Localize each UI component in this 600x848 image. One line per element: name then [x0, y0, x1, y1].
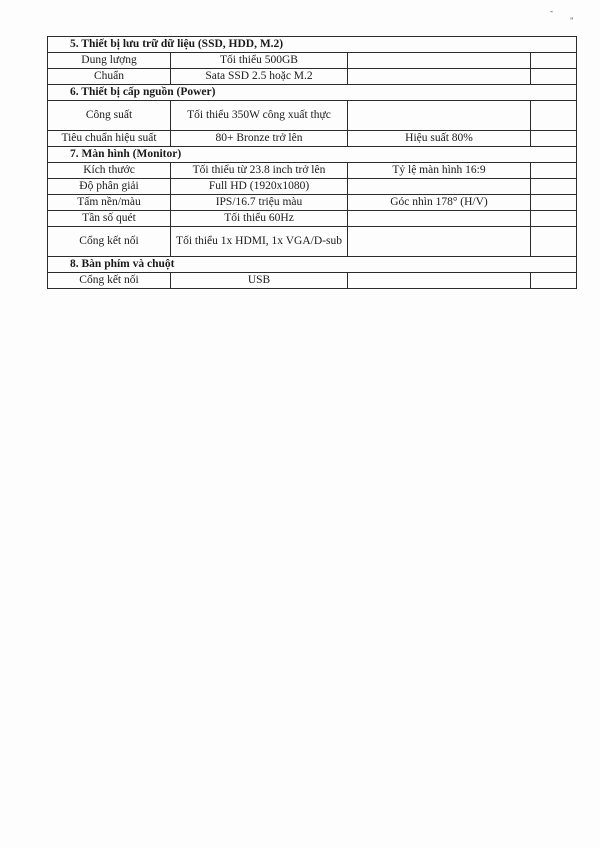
spec-value: IPS/16.7 triệu màu	[171, 195, 348, 211]
spec-extra	[531, 211, 577, 227]
section-header-row	[48, 147, 577, 163]
spec-value: Sata SSD 2.5 hoặc M.2	[171, 69, 348, 85]
spec-label: Tần số quét	[48, 211, 171, 227]
table-row	[48, 101, 577, 131]
table-row	[48, 53, 577, 69]
spec-label: Độ phân giải	[48, 179, 171, 195]
spec-note	[348, 69, 531, 85]
table-row	[48, 227, 577, 257]
spec-label: Chuẩn	[48, 69, 171, 85]
spec-label: Cổng kết nối	[48, 273, 171, 289]
table-row	[48, 179, 577, 195]
table-row	[48, 273, 577, 289]
spec-extra	[531, 101, 577, 131]
spec-extra	[531, 273, 577, 289]
spec-label: Kích thước	[48, 163, 171, 179]
section-header-row	[48, 257, 577, 273]
spec-value: Full HD (1920x1080)	[171, 179, 348, 195]
spec-note: Hiệu suất 80%	[348, 131, 531, 147]
spec-note: Góc nhìn 178° (H/V)	[348, 195, 531, 211]
table-row	[48, 163, 577, 179]
spec-note	[348, 53, 531, 69]
spec-label: Tấm nền/màu	[48, 195, 171, 211]
spec-note	[348, 179, 531, 195]
spec-value: Tối thiểu 60Hz	[171, 211, 348, 227]
spec-label: Dung lượng	[48, 53, 171, 69]
spec-value: USB	[171, 273, 348, 289]
spec-note	[348, 211, 531, 227]
spec-label: Công suất	[48, 101, 171, 131]
spec-note: Tỷ lệ màn hình 16:9	[348, 163, 531, 179]
spec-value: Tối thiểu từ 23.8 inch trở lên	[171, 163, 348, 179]
section-header-row	[48, 37, 577, 53]
section-title: 6. Thiết bị cấp nguồn (Power)	[48, 85, 577, 101]
spec-table	[47, 36, 577, 289]
table-row	[48, 69, 577, 85]
spec-extra	[531, 179, 577, 195]
spec-extra	[531, 195, 577, 211]
spec-value: Tối thiểu 350W công xuất thực	[171, 101, 348, 131]
section-title: 7. Màn hình (Monitor)	[48, 147, 577, 163]
section-title: 8. Bàn phím và chuột	[48, 257, 577, 273]
spec-value: Tối thiểu 500GB	[171, 53, 348, 69]
spec-value: 80+ Bronze trở lên	[171, 131, 348, 147]
spec-note	[348, 273, 531, 289]
spec-label: Tiêu chuẩn hiệu suất	[48, 131, 171, 147]
spec-extra	[531, 227, 577, 257]
table-row	[48, 211, 577, 227]
spec-note	[348, 227, 531, 257]
section-title: 5. Thiết bị lưu trữ dữ liệu (SSD, HDD, M.2)	[48, 37, 577, 53]
spec-label: Cổng kết nối	[48, 227, 171, 257]
scan-mark: -	[550, 6, 553, 16]
section-header-row	[48, 85, 577, 101]
table-row	[48, 131, 577, 147]
spec-value: Tối thiểu 1x HDMI, 1x VGA/D-sub	[171, 227, 348, 257]
scan-mark: "	[570, 16, 574, 26]
spec-extra	[531, 53, 577, 69]
spec-extra	[531, 69, 577, 85]
spec-extra	[531, 163, 577, 179]
spec-extra	[531, 131, 577, 147]
spec-note	[348, 101, 531, 131]
table-row	[48, 195, 577, 211]
